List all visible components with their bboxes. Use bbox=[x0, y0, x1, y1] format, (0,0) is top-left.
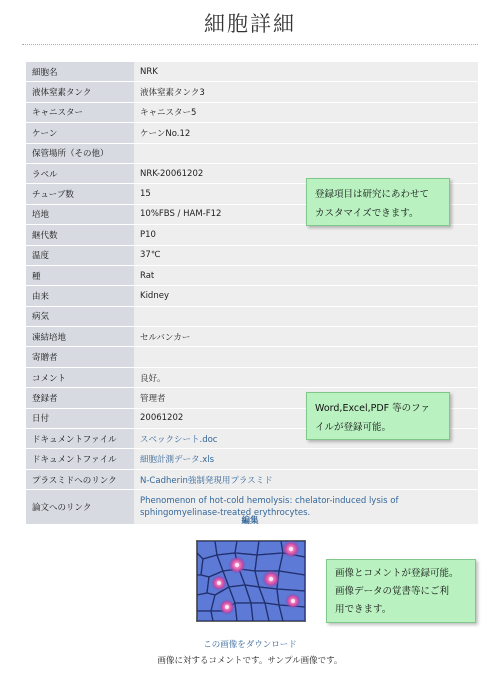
table-row bbox=[26, 347, 478, 367]
field-label: 継代数 bbox=[26, 225, 134, 245]
callout-custom-fields bbox=[306, 178, 450, 226]
table-row bbox=[26, 62, 478, 82]
field-value: キャニスター5 bbox=[134, 102, 478, 122]
field-value: ケーンNo.12 bbox=[134, 123, 478, 143]
table-row bbox=[26, 449, 478, 469]
field-label: プラスミドへのリンク bbox=[26, 469, 134, 489]
field-label: 細胞名 bbox=[26, 62, 134, 82]
cell-micrograph-image bbox=[197, 541, 305, 621]
detail-table-body bbox=[26, 62, 478, 525]
field-value: Kidney bbox=[134, 286, 478, 306]
callout-image-comment bbox=[326, 559, 476, 623]
table-row bbox=[26, 286, 478, 306]
field-label: 保管場所（その他） bbox=[26, 143, 134, 163]
field-link[interactable]: N-Cadherin強制発現用プラスミド bbox=[140, 475, 273, 486]
field-link[interactable]: Phenomenon of hot-cold hemolysis: chelator-induced lysis of sphingomyelinase-treated erythrocytes. bbox=[140, 496, 399, 519]
cell-sample-image[interactable] bbox=[196, 540, 306, 622]
edit-link[interactable]: 編集 bbox=[241, 516, 259, 526]
callout-line: 登録項目は研究にあわせて bbox=[315, 189, 430, 200]
field-label: 種 bbox=[26, 265, 134, 285]
field-label: 凍結培地 bbox=[26, 327, 134, 347]
field-label: 病気 bbox=[26, 306, 134, 326]
field-label: コメント bbox=[26, 367, 134, 387]
callout-line: 用できます。 bbox=[335, 604, 392, 615]
callout-file-formats bbox=[306, 392, 450, 440]
field-value: セルバンカー bbox=[134, 327, 478, 347]
field-value bbox=[134, 143, 478, 163]
table-row bbox=[26, 123, 478, 143]
table-row bbox=[26, 367, 478, 387]
field-label: ドキュメントファイル bbox=[26, 429, 134, 449]
table-row bbox=[26, 469, 478, 489]
table-row bbox=[26, 306, 478, 326]
field-value: NRK bbox=[134, 62, 478, 82]
field-label: チューブ数 bbox=[26, 184, 134, 204]
callout-line: Word,Excel,PDF 等のファ bbox=[315, 403, 430, 414]
field-label: 寄贈者 bbox=[26, 347, 134, 367]
field-label: ケーン bbox=[26, 123, 134, 143]
field-value: NRK-20061202 bbox=[134, 163, 478, 183]
field-label: キャニスター bbox=[26, 102, 134, 122]
callout-line: イルが登録可能。 bbox=[315, 422, 392, 433]
field-label: 登録者 bbox=[26, 388, 134, 408]
field-label: 日付 bbox=[26, 408, 134, 428]
callout-line: カスタマイズできます。 bbox=[315, 208, 419, 219]
field-value: P10 bbox=[134, 225, 478, 245]
field-value: Rat bbox=[134, 265, 478, 285]
field-link[interactable]: 細胞計測データ.xls bbox=[140, 455, 215, 466]
cell-detail-table bbox=[26, 62, 478, 525]
field-value bbox=[134, 469, 478, 489]
table-row bbox=[26, 265, 478, 285]
image-download-link[interactable]: この画像をダウンロード bbox=[203, 640, 297, 650]
table-row bbox=[26, 143, 478, 163]
title-divider bbox=[22, 44, 478, 45]
field-value: 良好。 bbox=[134, 367, 478, 387]
table-row bbox=[26, 245, 478, 265]
callout-line: 画像とコメントが登録可能。 bbox=[335, 568, 459, 579]
field-value bbox=[134, 347, 478, 367]
field-label: 培地 bbox=[26, 204, 134, 224]
field-value: 管理者 bbox=[134, 388, 478, 408]
field-value: 37℃ bbox=[134, 245, 478, 265]
field-value: 15 bbox=[134, 184, 478, 204]
field-value bbox=[134, 306, 478, 326]
field-value: 10%FBS / HAM-F12 bbox=[134, 204, 478, 224]
field-value: 液体窒素タンク3 bbox=[134, 82, 478, 102]
callout-line: 画像データの覚書等にご利 bbox=[335, 586, 450, 597]
table-row bbox=[26, 82, 478, 102]
field-value: 20061202 bbox=[134, 408, 478, 428]
field-value bbox=[134, 449, 478, 469]
table-row bbox=[26, 225, 478, 245]
field-label: 由来 bbox=[26, 286, 134, 306]
page-title: 細胞詳細 bbox=[204, 12, 296, 36]
table-row bbox=[26, 102, 478, 122]
field-link[interactable]: スペックシート.doc bbox=[140, 434, 218, 445]
image-comment: 画像に対するコメントです。サンプル画像です。 bbox=[157, 656, 343, 666]
field-label: 論文へのリンク bbox=[26, 490, 134, 525]
table-row bbox=[26, 327, 478, 347]
field-label: 液体窒素タンク bbox=[26, 82, 134, 102]
field-label: 温度 bbox=[26, 245, 134, 265]
field-label: ドキュメントファイル bbox=[26, 449, 134, 469]
field-label: ラベル bbox=[26, 163, 134, 183]
